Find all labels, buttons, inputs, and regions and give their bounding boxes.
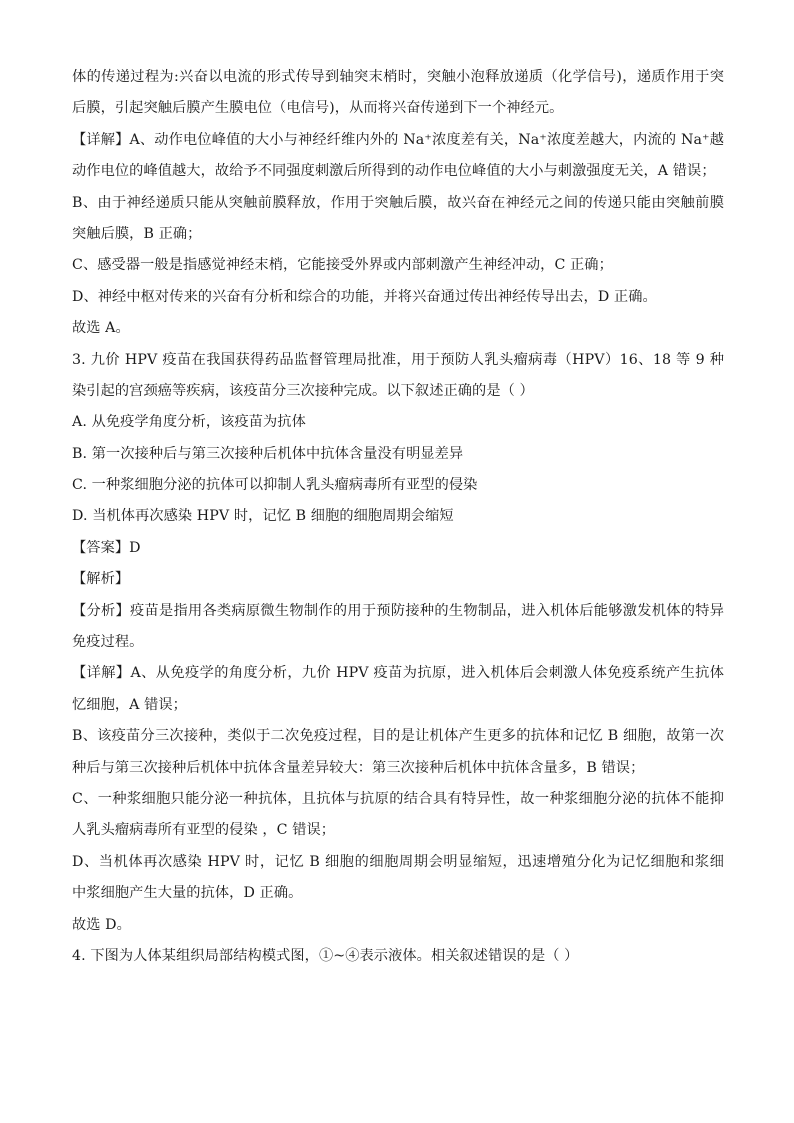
text-line: 4. 下图为人体某组织局部结构模式图，①~④表示液体。相关叙述错误的是（ ）	[72, 947, 579, 964]
text-line: 体的传递过程为:兴奋以电流的形式传导到轴突末梢时，突触小泡释放递质（化学信号)，递质作用于突	[72, 69, 724, 85]
text-line: 故选 D。	[72, 916, 131, 933]
text-line: 【答案】D	[72, 539, 141, 556]
text-line: D、神经中枢对传来的兴奋有分析和综合的功能，并将兴奋通过传出神经传导出去，D 正确。	[72, 288, 657, 305]
text-line: 【详解】A、从免疫学的角度分析，九价 HPV 疫苗为抗原，进入机体后会刺激人体免疫系统产生抗体	[72, 665, 724, 682]
text-line: D. 当机体再次感染 HPV 时，记忆 B 细胞的细胞周期会缩短	[72, 508, 454, 525]
text-line: 【详解】A、动作电位峰值的大小与神经纤维内外的 Na⁺浓度差有关，Na⁺浓度差越大，内流的 Na⁺越	[72, 131, 724, 148]
text-line: 3. 九价 HPV 疫苗在我国获得药品监督管理局批准，用于预防人乳头瘤病毒（HPV）16、18 等 9 种	[72, 351, 724, 368]
text-line: 突触后膜，B 正确；	[72, 225, 202, 242]
text-line: B、由于神经递质只能从突触前膜释放，作用于突触后膜，故兴奋在神经元之间的传递只能由突触前膜	[72, 194, 724, 211]
text-line: C、一种浆细胞只能分泌一种抗体，且抗体与抗原的结合具有特异性，故一种浆细胞分泌的抗体不能抑	[72, 790, 724, 807]
text-line: 【解析】	[72, 571, 130, 588]
text-line: C. 一种浆细胞分泌的抗体可以抑制人乳头瘤病毒所有亚型的侵染	[72, 477, 478, 494]
text-line: B、该疫苗分三次接种，类似于二次免疫过程，目的是让机体产生更多的抗体和记忆 B 细胞，故第一次	[72, 728, 724, 745]
text-line: A. 从免疫学角度分析，该疫苗为抗体	[72, 414, 306, 431]
text-line: 中浆细胞产生大量的抗体，D 正确。	[72, 885, 303, 902]
text-line: D、当机体再次感染 HPV 时，记忆 B 细胞的细胞周期会明显缩短，迅速增殖分化为记忆细胞和浆细	[72, 853, 724, 870]
text-line: 种后与第三次接种后机体中抗体含量差异较大：第三次接种后机体中抗体含量多，B 错误；	[72, 759, 645, 776]
text-line: 忆细胞，A 错误；	[72, 696, 187, 713]
text-line: 【分析】疫苗是指用各类病原微生物制作的用于预防接种的生物制品，进入机体后能够激发机体的特异	[72, 602, 724, 619]
text-line: 动作电位的峰值越大，故给予不同强度刺激后所得到的动作电位峰值的大小与刺激强度无关，A 错误；	[72, 163, 716, 180]
text-line: B. 第一次接种后与第三次接种后机体中抗体含量没有明显差异	[72, 445, 464, 462]
text-line: 人乳头瘤病毒所有亚型的侵染 ，C 错误；	[72, 822, 336, 839]
text-line: 染引起的宫颈癌等疾病，该疫苗分三次接种完成。以下叙述正确的是（ ）	[72, 382, 534, 399]
text-line: 故选 A。	[72, 320, 130, 337]
document-page	[72, 62, 724, 972]
text-line: C、感受器一般是指感觉神经末梢，它能接受外界或内部刺激产生神经冲动，C 正确；	[72, 257, 613, 274]
text-line: 后膜，引起突触后膜产生膜电位（电信号)，从而将兴奋传递到下一个神经元。	[72, 100, 564, 117]
text-line: 免疫过程。	[72, 634, 144, 651]
